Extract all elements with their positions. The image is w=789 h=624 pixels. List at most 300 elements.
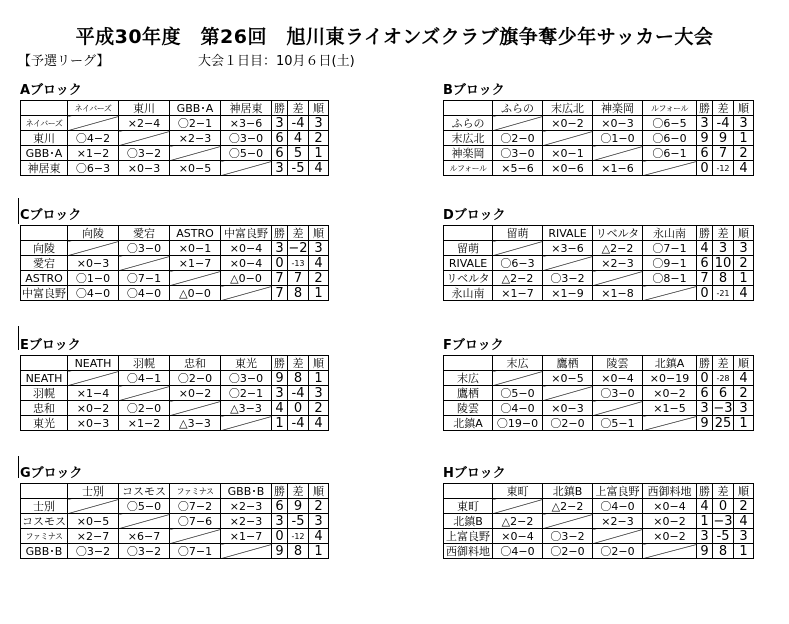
table-row [21,271,329,286]
match-result: ×0−2 [543,116,593,131]
wins: 0 [697,286,713,301]
match-result: ×2−4 [119,116,170,131]
table-row [444,271,754,286]
team-header: GBB･A [170,101,221,116]
match-result: 〇5−0 [221,146,272,161]
team-header: ルフォール [643,101,697,116]
stat-header: 差 [713,226,734,241]
self-cell [68,499,119,514]
match-result: ×0−3 [119,161,170,176]
match-result: 〇3−0 [221,371,272,386]
rank: 1 [734,131,754,146]
block-title: Fブロック [443,338,504,353]
wins: 4 [697,499,713,514]
match-result: ×2−3 [593,256,643,271]
self-cell [119,256,170,271]
table-row [21,241,329,256]
stat-header: 勝 [272,101,288,116]
match-result: ×0−3 [68,416,119,431]
league-block [443,467,754,559]
match-result: 〇4−0 [119,286,170,301]
block-title: Aブロック [20,83,82,98]
goal-diff: -13 [288,256,309,271]
match-result: ×0−1 [170,241,221,256]
wins: 3 [697,529,713,544]
league-table [443,225,754,301]
match-result: 〇2−0 [543,416,593,431]
rank: 1 [734,271,754,286]
match-result: 〇6−3 [493,256,543,271]
self-cell [593,146,643,161]
stat-header: 勝 [272,226,288,241]
table-row [444,499,754,514]
rank: 3 [734,241,754,256]
league-block [20,467,329,559]
self-cell [221,286,272,301]
match-result: △2−2 [593,241,643,256]
match-result: 〇7−6 [170,514,221,529]
stat-header: 順 [309,484,329,499]
goal-diff: 0 [713,499,734,514]
rank: 1 [734,544,754,559]
table-row [21,514,329,529]
wins: 3 [272,241,288,256]
match-result: 〇4−2 [68,131,119,146]
rank: 2 [309,131,329,146]
match-result: 〇19−0 [493,416,543,431]
separator-line [18,456,19,478]
block-title: Hブロック [443,466,506,481]
match-result: 〇8−1 [643,271,697,286]
table-row [21,256,329,271]
team-name: リベルタ [444,271,493,286]
league-table [443,100,754,176]
goal-diff: 6 [713,386,734,401]
match-result: 〇4−0 [493,401,543,416]
league-table [20,483,329,559]
self-cell [221,544,272,559]
self-cell [593,529,643,544]
team-name: NEATH [21,371,68,386]
wins: 0 [272,256,288,271]
corner-cell [21,101,68,116]
match-result: ×1−6 [593,161,643,176]
header-row [21,484,329,499]
match-result: △0−0 [221,271,272,286]
goal-diff: -5 [713,529,734,544]
self-cell [493,116,543,131]
stat-header: 順 [734,356,754,371]
goal-diff: -12 [713,161,734,176]
team-header: 羽幌 [119,356,170,371]
rank: 3 [734,401,754,416]
wins: 6 [697,146,713,161]
team-header: 北鎮B [543,484,593,499]
match-result: ×6−7 [119,529,170,544]
match-result: ×2−3 [170,131,221,146]
header-row [21,226,329,241]
team-name: 末広北 [444,131,493,146]
match-result: 〇9−1 [643,256,697,271]
match-result: ×0−2 [68,401,119,416]
team-name: 東光 [21,416,68,431]
match-result: ×0−5 [68,514,119,529]
goal-diff: -4 [713,116,734,131]
table-row [21,286,329,301]
match-result: 〇1−0 [68,271,119,286]
goal-diff: −2 [288,240,308,256]
self-cell [221,416,272,431]
table-row [21,146,329,161]
rank: 4 [734,286,754,301]
self-cell [543,256,593,271]
match-result: 〇7−1 [643,241,697,256]
match-result: 〇7−1 [170,544,221,559]
table-row [444,544,754,559]
team-header: 北鎮A [643,356,697,371]
block-title: Cブロック [20,208,82,223]
rank: 2 [734,146,754,161]
table-row [444,241,754,256]
match-result: ×5−6 [493,161,543,176]
block-title: Bブロック [443,83,505,98]
wins: 6 [272,499,288,514]
match-result: 〇3−2 [119,146,170,161]
stat-header: 差 [288,356,309,371]
team-header: 忠和 [170,356,221,371]
rank: 3 [309,241,329,256]
table-row [444,514,754,529]
team-header: 鷹栖 [543,356,593,371]
team-name: 東川 [21,131,68,146]
table-row [21,401,329,416]
league-block [443,339,754,431]
team-name: ネイバーズ [21,116,68,131]
rank: 3 [734,529,754,544]
match-result: ×3−6 [221,116,272,131]
match-result: ×0−1 [543,146,593,161]
match-result: 〇5−0 [119,499,170,514]
wins: 9 [272,371,288,386]
goal-diff: 3 [713,241,734,256]
team-name: ASTRO [21,271,68,286]
team-name: 陵雲 [444,401,493,416]
team-header: 向陵 [68,226,119,241]
goal-diff: -12 [288,529,309,544]
team-header: コスモス [119,484,170,499]
goal-diff: -4 [288,416,309,431]
separator-line [18,198,19,224]
rank: 2 [734,256,754,271]
goal-diff: 4 [288,131,309,146]
goal-diff: -4 [288,386,309,401]
self-cell [170,401,221,416]
self-cell [493,371,543,386]
rank: 3 [309,116,329,131]
wins: 4 [272,401,288,416]
wins: 3 [272,514,288,529]
match-result: 〇2−0 [493,131,543,146]
stat-header: 勝 [697,484,713,499]
goal-diff: -4 [288,116,309,131]
goal-diff: 9 [713,131,734,146]
team-name: 東町 [444,499,493,514]
team-header: 士別 [68,484,119,499]
wins: 6 [697,256,713,271]
match-result: ×0−4 [221,241,272,256]
match-result: 〇3−2 [543,271,593,286]
match-result: ×0−3 [543,401,593,416]
team-name: 士別 [21,499,68,514]
team-name: 中富良野 [22,286,66,300]
match-result: 〇4−0 [68,286,119,301]
match-result: 〇3−0 [593,386,643,401]
team-header: リベルタ [593,226,643,241]
table-row [444,286,754,301]
match-result: ×1−4 [68,386,119,401]
team-header: 神楽岡 [593,101,643,116]
corner-cell [444,226,493,241]
team-header: 留萌 [493,226,543,241]
match-result: 〇3−2 [543,529,593,544]
match-result: 〇2−1 [221,386,272,401]
rank: 3 [309,386,329,401]
match-result: ×0−4 [643,499,697,514]
team-header: 永山南 [643,226,697,241]
match-result: 〇2−0 [543,544,593,559]
team-header: 末広 [493,356,543,371]
match-result: ×0−4 [221,256,272,271]
team-name: 鷹栖 [444,386,493,401]
table-row [444,386,754,401]
page-title: 平成30年度 第26回 旭川東ライオンズクラブ旗争奪少年サッカー大会 [75,26,714,48]
corner-cell [444,484,493,499]
self-cell [493,241,543,256]
team-name: GBB･A [21,146,68,161]
wins: 1 [697,514,713,529]
table-row [444,256,754,271]
match-result: ×2−3 [221,499,272,514]
header-row [444,356,754,371]
match-result: 〇4−0 [593,499,643,514]
match-result: ×1−7 [221,529,272,544]
header-row [444,484,754,499]
rank: 4 [734,371,754,386]
match-result: 〇6−5 [643,116,697,131]
match-result: 〇6−0 [643,131,697,146]
match-result: ×0−6 [543,161,593,176]
rank: 1 [734,416,754,431]
table-row [21,529,329,544]
stat-header: 差 [713,356,734,371]
match-result: 〇5−1 [593,416,643,431]
match-result: ×0−2 [643,514,697,529]
team-name: 神楽岡 [444,146,493,161]
self-cell [68,371,119,386]
match-result: 〇7−2 [170,499,221,514]
match-result: ×0−2 [643,529,697,544]
match-result: 〇3−0 [493,146,543,161]
self-cell [68,241,119,256]
league-block [20,84,329,176]
goal-diff: −3 [713,400,733,416]
header-row [21,101,329,116]
goal-diff: 5 [288,146,309,161]
team-header: 陵雲 [593,356,643,371]
table-row [444,116,754,131]
wins: 9 [272,544,288,559]
rank: 4 [734,161,754,176]
goal-diff: -28 [713,371,734,386]
team-header: 末広北 [543,101,593,116]
table-row [21,371,329,386]
stat-header: 順 [734,101,754,116]
rank: 2 [309,271,329,286]
league-table [443,355,754,431]
stat-header: 順 [734,226,754,241]
match-result: 〇1−0 [593,131,643,146]
goal-diff: -21 [713,286,734,301]
match-result: 〇7−1 [119,271,170,286]
team-name: 愛宕 [21,256,68,271]
table-row [21,416,329,431]
goal-diff: -5 [288,161,309,176]
match-result: ×0−5 [543,371,593,386]
team-header: ファミナス [170,484,221,499]
team-header: 東町 [493,484,543,499]
match-result: ×1−7 [170,256,221,271]
team-name: 北鎮B [444,514,493,529]
header-row [444,101,754,116]
team-name: 羽幌 [21,386,68,401]
match-result: 〇3−2 [68,544,119,559]
team-header: RIVALE [543,226,593,241]
stat-header: 順 [734,484,754,499]
match-result: ×1−9 [543,286,593,301]
league-table [20,100,329,176]
table-row [21,386,329,401]
match-result: 〇2−0 [593,544,643,559]
team-header: ASTRO [170,226,221,241]
block-title: Gブロック [20,466,83,481]
self-cell [543,131,593,146]
goal-diff: 7 [288,271,309,286]
self-cell [68,116,119,131]
table-row [444,401,754,416]
stat-header: 順 [309,226,329,241]
team-name: ルフォール [444,161,493,176]
team-header: 中富良野 [221,226,272,241]
rank: 1 [309,371,329,386]
wins: 9 [697,416,713,431]
self-cell [119,386,170,401]
wins: 0 [697,161,713,176]
stat-header: 勝 [272,484,288,499]
league-block [443,209,754,301]
match-result: 〇6−1 [643,146,697,161]
rank: 4 [309,161,329,176]
self-cell [493,499,543,514]
stat-header: 差 [288,101,309,116]
corner-cell [21,356,68,371]
stat-header: 順 [309,101,329,116]
self-cell [643,286,697,301]
team-name: ふらの [444,116,493,131]
self-cell [170,529,221,544]
wins: 9 [697,131,713,146]
stat-header: 勝 [272,356,288,371]
match-result: 〇6−3 [68,161,119,176]
wins: 3 [697,401,713,416]
match-result: ×1−7 [493,286,543,301]
team-header: ふらの [493,101,543,116]
goal-diff: 0 [288,401,309,416]
team-name: 向陵 [21,241,68,256]
self-cell [170,271,221,286]
rank: 3 [734,116,754,131]
team-name: 神居東 [21,161,68,176]
table-row [444,161,754,176]
goal-diff: −3 [713,513,733,529]
self-cell [119,131,170,146]
team-header: 西御料地 [643,484,697,499]
team-header: 神居東 [221,101,272,116]
match-result: ×0−2 [170,386,221,401]
match-result: ×0−19 [643,371,697,386]
team-header: 東光 [221,356,272,371]
rank: 4 [309,529,329,544]
team-name: GBB･B [21,544,68,559]
team-name: 末広 [444,371,493,386]
match-result: 〇3−0 [221,131,272,146]
goal-diff: 8 [288,544,309,559]
stat-header: 勝 [697,356,713,371]
wins: 0 [697,371,713,386]
separator-line [18,326,19,350]
rank: 2 [734,386,754,401]
team-header: ネイバーズ [68,101,119,116]
wins: 3 [272,161,288,176]
match-result: 〇3−0 [119,241,170,256]
day-label: 大会１日目：10月６日(土) [198,54,355,69]
header-row [444,226,754,241]
match-result: ×2−7 [68,529,119,544]
team-name: コスモス [22,514,66,528]
wins: 3 [272,116,288,131]
goal-diff: 9 [288,499,309,514]
stat-header: 勝 [697,101,713,116]
goal-diff: 8 [713,271,734,286]
match-result: △2−2 [493,271,543,286]
team-name: 西御料地 [444,544,493,559]
goal-diff: 8 [288,286,309,301]
table-row [21,499,329,514]
table-row [444,416,754,431]
team-header: NEATH [68,356,119,371]
stat-header: 差 [713,101,734,116]
match-result: ×3−6 [543,241,593,256]
stat-header: 勝 [697,226,713,241]
corner-cell [444,101,493,116]
match-result: ×1−2 [119,416,170,431]
team-name: 忠和 [21,401,68,416]
team-name: RIVALE [444,256,493,271]
match-result: ×1−8 [593,286,643,301]
wins: 7 [697,271,713,286]
rank: 1 [309,146,329,161]
wins: 3 [272,386,288,401]
rank: 1 [309,544,329,559]
